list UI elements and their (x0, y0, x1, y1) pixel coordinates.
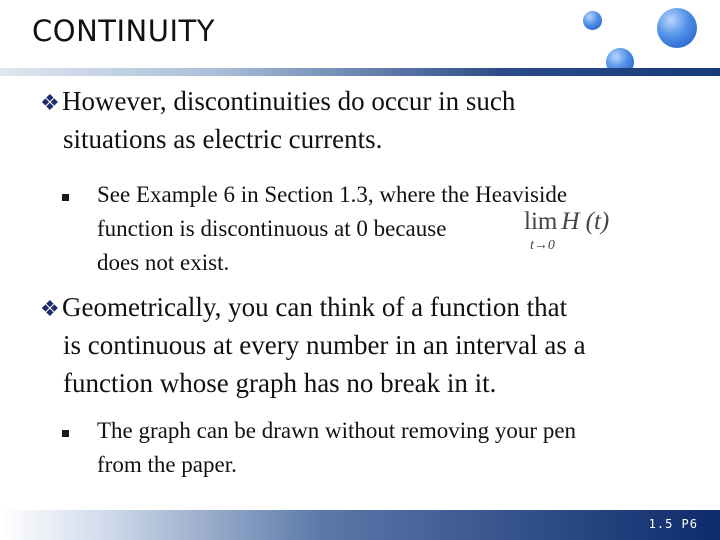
bullet-2-line2: is continuous at every number in an interval as a (63, 330, 586, 360)
decorative-bubble-icon (657, 8, 697, 48)
bullet-2-cont (63, 326, 703, 402)
title-underline-bar (0, 68, 720, 76)
square-bullet-icon (62, 430, 69, 437)
square-bullet-icon (62, 194, 69, 201)
diamond-bullet-icon: ❖ (40, 296, 60, 321)
bullet-1-line1: However, discontinuities do occur in such (62, 86, 516, 116)
limit-operator: lim (524, 208, 558, 235)
bullet-1-line2: situations as electric currents. (63, 124, 383, 154)
subbullet-2-line1: The graph can be drawn without removing your pen (97, 418, 577, 443)
bullet-2-line3: function whose graph has no break in it. (63, 368, 497, 398)
subbullet-1-line3: does not exist. (97, 250, 230, 275)
subbullet-2 (97, 414, 697, 482)
bullet-1-cont (63, 120, 703, 158)
limit-function: H (t) (561, 208, 610, 235)
limit-expression (524, 208, 610, 253)
footer-bar (0, 510, 720, 540)
page-number: 1.5 P6 (648, 517, 698, 531)
limit-subscript: t→0 (530, 238, 555, 253)
bullet-2 (40, 288, 700, 328)
subbullet-1-line1: See Example 6 in Section 1.3, where the Heaviside (97, 182, 568, 207)
slide-title: CONTINUITY (32, 14, 215, 48)
bullet-1 (40, 82, 700, 122)
subbullet-2-line2: from the paper. (97, 452, 237, 477)
bullet-2-line1: Geometrically, you can think of a function that (62, 292, 568, 322)
diamond-bullet-icon: ❖ (40, 90, 60, 115)
decorative-bubble-icon (583, 11, 602, 30)
subbullet-1-line2: function is discontinuous at 0 because (97, 216, 447, 241)
